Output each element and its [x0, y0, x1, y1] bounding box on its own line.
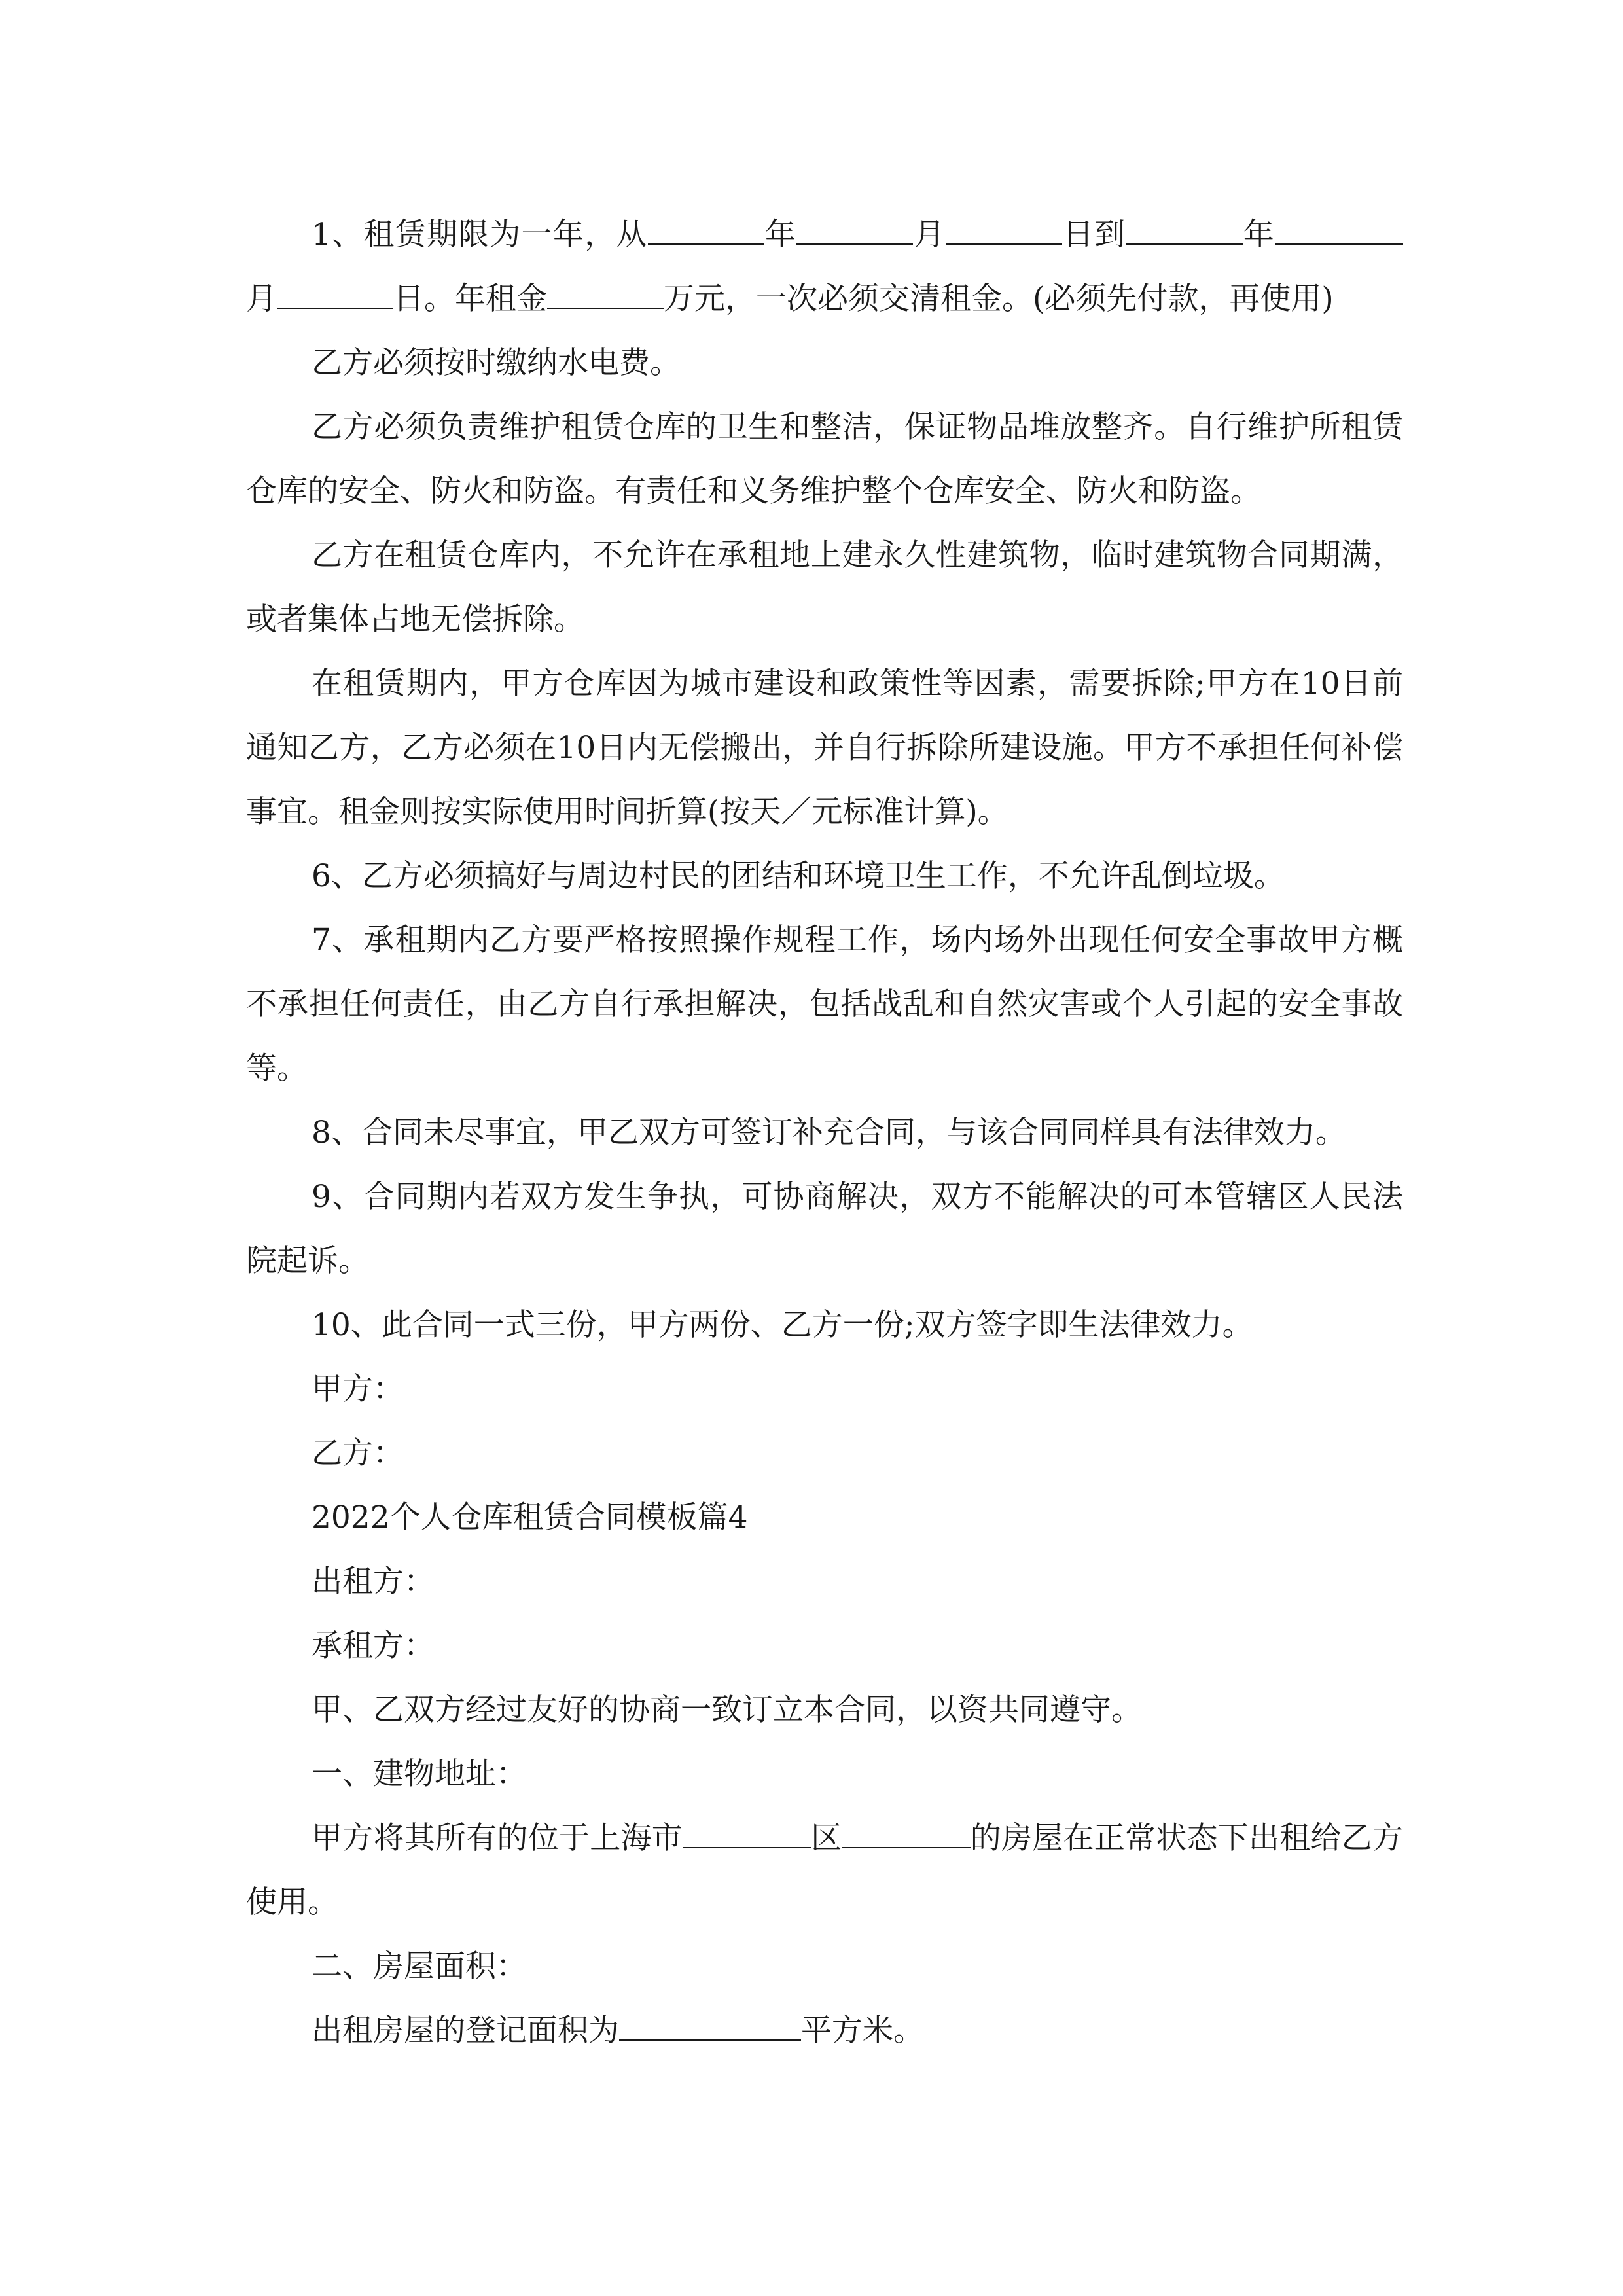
area-suffix: 平方米。 — [801, 2013, 924, 2049]
party-a-label: 甲方： — [312, 1371, 404, 1407]
blank-start-year — [648, 211, 764, 245]
address-suffix: 的房屋在正常状态下出租给乙方使用。 — [246, 1820, 1403, 1920]
term-rent-lead: 日。年租金 — [393, 281, 547, 317]
section-title: 2022个人仓库租赁合同模板篇4 — [312, 1499, 748, 1535]
party-b-label: 乙方： — [312, 1435, 404, 1471]
clause-maintenance: 乙方必须负责维护租赁仓库的卫生和整洁，保证物品堆放整齐。自行维护所租赁仓库的安全、防火和防盗。有责任和义务维护整个仓库安全、防火和防盗。 — [246, 409, 1403, 509]
clause-utilities: 乙方必须按时缴纳水电费。 — [312, 345, 681, 381]
lessee-label: 承租方： — [312, 1628, 435, 1664]
clause-7: 7、承租期内乙方要严格按照操作规程工作，场内场外出现任何安全事故甲方概不承担任何责任，由乙方自行承担解决，包括战乱和自然灾害或个人引起的安全事故等。 — [246, 922, 1403, 1086]
clause-6: 6、乙方必须搞好与周边村民的团结和环境卫生工作，不允许乱倒垃圾。 — [312, 858, 1285, 894]
blank-end-month — [1275, 211, 1403, 245]
term-month-2: 月 — [246, 281, 277, 317]
blank-end-year — [1126, 211, 1243, 245]
term-rent-tail: 万元，一次必须交清租金。(必须先付款，再使用) — [664, 281, 1334, 317]
blank-start-month — [796, 211, 913, 245]
term-year-1: 年 — [764, 217, 797, 253]
contract-intro: 甲、乙双方经过友好的协商一致订立本合同，以资共同遵守。 — [312, 1692, 1142, 1728]
blank-start-day — [946, 211, 1062, 245]
clause-area — [246, 1999, 1403, 2063]
blank-annual-rent — [547, 275, 664, 309]
term-year-2: 年 — [1242, 217, 1275, 253]
clause-construction: 乙方在租赁仓库内，不允许在承租地上建永久性建筑物，临时建筑物合同期满，或者集体占地无偿拆除。 — [246, 537, 1403, 637]
lessor-label: 出租方： — [312, 1564, 435, 1600]
clause-demolition: 在租赁期内，甲方仓库因为城市建设和政策性等因素，需要拆除;甲方在10日前通知乙方，乙方必须在10日内无偿搬出，并自行拆除所建设施。甲方不承担任何补偿事宜。租金则按实际使用时间折算(按天／元标准计算)。 — [246, 666, 1403, 830]
blank-end-day — [277, 275, 393, 309]
heading-floor-area: 二、房屋面积： — [312, 1948, 527, 1984]
clause-lease-term — [246, 203, 1403, 331]
clause-10: 10、此合同一式三份，甲方两份、乙方一份;双方签字即生法律效力。 — [312, 1307, 1253, 1343]
term-prefix: 1、租赁期限为一年，从 — [312, 217, 648, 253]
clause-9: 9、合同期内若双方发生争执，可协商解决，双方不能解决的可本管辖区人民法院起诉。 — [246, 1179, 1403, 1279]
term-day-to: 日到 — [1061, 217, 1126, 253]
area-prefix: 出租房屋的登记面积为 — [312, 2013, 619, 2049]
document-body — [246, 203, 1403, 2063]
heading-building-address: 一、建物地址： — [312, 1756, 527, 1792]
address-prefix: 甲方将其所有的位于上海市 — [312, 1820, 683, 1856]
blank-district — [683, 1814, 811, 1848]
clause-address — [246, 1806, 1403, 1935]
clause-8: 8、合同未尽事宜，甲乙双方可签订补充合同，与该合同同样具有法律效力。 — [312, 1115, 1346, 1151]
blank-area — [619, 2007, 801, 2041]
blank-address-detail — [842, 1814, 971, 1848]
address-district: 区 — [811, 1820, 842, 1856]
term-month-1: 月 — [913, 217, 946, 253]
